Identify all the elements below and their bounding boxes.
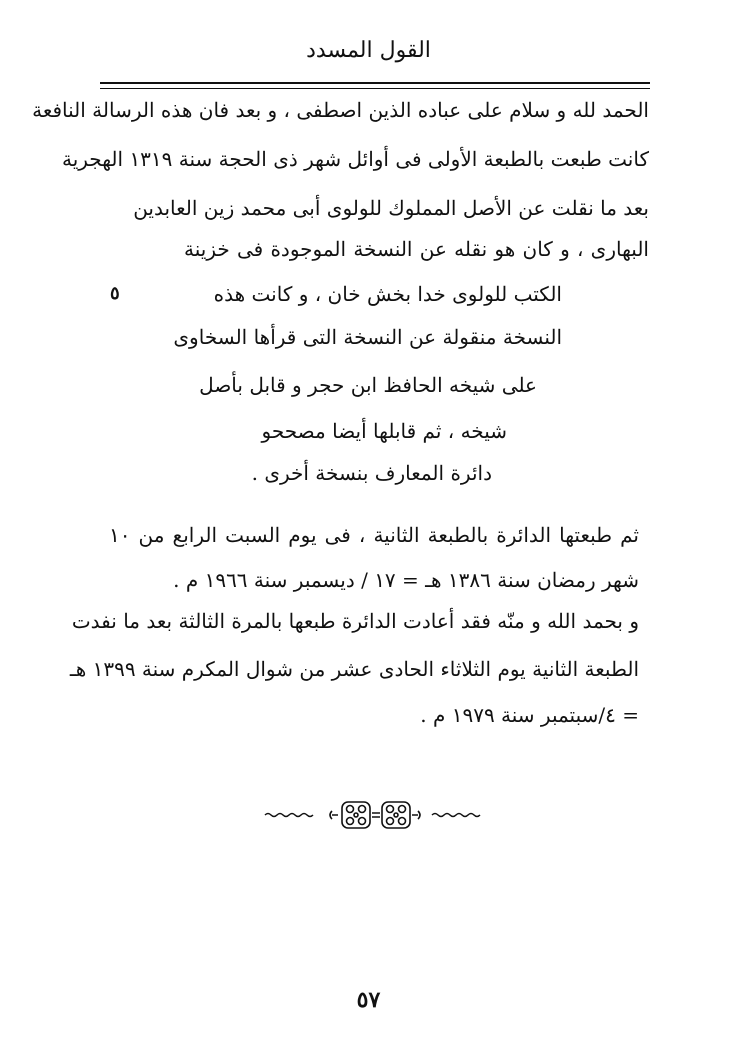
- header-rule-thin: [100, 88, 650, 89]
- text-line: كانت طبعت بالطبعة الأولى فى أوائل شهر ذى الحجة سنة ١٣١٩ الهجرية: [61, 147, 649, 171]
- text-line: الطبعة الثانية يوم الثلاثاء الحادى عشر من شوال المكرم سنة ١٣٩٩ هـ: [69, 657, 639, 681]
- ornamental-divider-icon: [260, 795, 490, 835]
- text-line: = ٤/سبتمبر سنة ١٩٧٩ م .: [420, 703, 639, 727]
- header-rule-thick: [100, 82, 650, 84]
- text-line: شهر رمضان سنة ١٣٨٦ هـ = ١٧ / ديسمبر سنة ١٩٦٦ م .: [173, 568, 639, 592]
- text-line: شيخه ، ثم قابلها أيضا مصححو: [261, 419, 507, 443]
- text-line: الكتب للولوى خدا بخش خان ، و كانت هذه: [213, 282, 562, 306]
- text-line: الحمد لله و سلام على عباده الذين اصطفى ، و بعد فان هذه الرسالة النافعة: [32, 98, 649, 122]
- text-line: ثم طبعتها الدائرة بالطبعة الثانية ، فى يوم السبت الرابع من ١٠: [109, 523, 639, 547]
- text-line: و بحمد الله و منّه فقد أعادت الدائرة طبعها بالمرة الثالثة بعد ما نفدت: [71, 609, 639, 633]
- text-line: النسخة منقولة عن النسخة التى قرأها السخاوى: [173, 325, 562, 349]
- running-head: القول المسدد: [306, 38, 431, 63]
- text-line: دائرة المعارف بنسخة أخرى .: [251, 461, 492, 485]
- margin-line-number: ٥: [110, 283, 120, 304]
- text-line: بعد ما نقلت عن الأصل المملوك للولوى أبى محمد زين العابدين: [133, 196, 649, 220]
- text-line: على شيخه الحافظ ابن حجر و قابل بأصل: [199, 373, 537, 397]
- text-line: البهارى ، و كان هو نقله عن النسخة الموجودة فى خزينة: [184, 237, 649, 261]
- page-number: ٥٧: [356, 987, 381, 1013]
